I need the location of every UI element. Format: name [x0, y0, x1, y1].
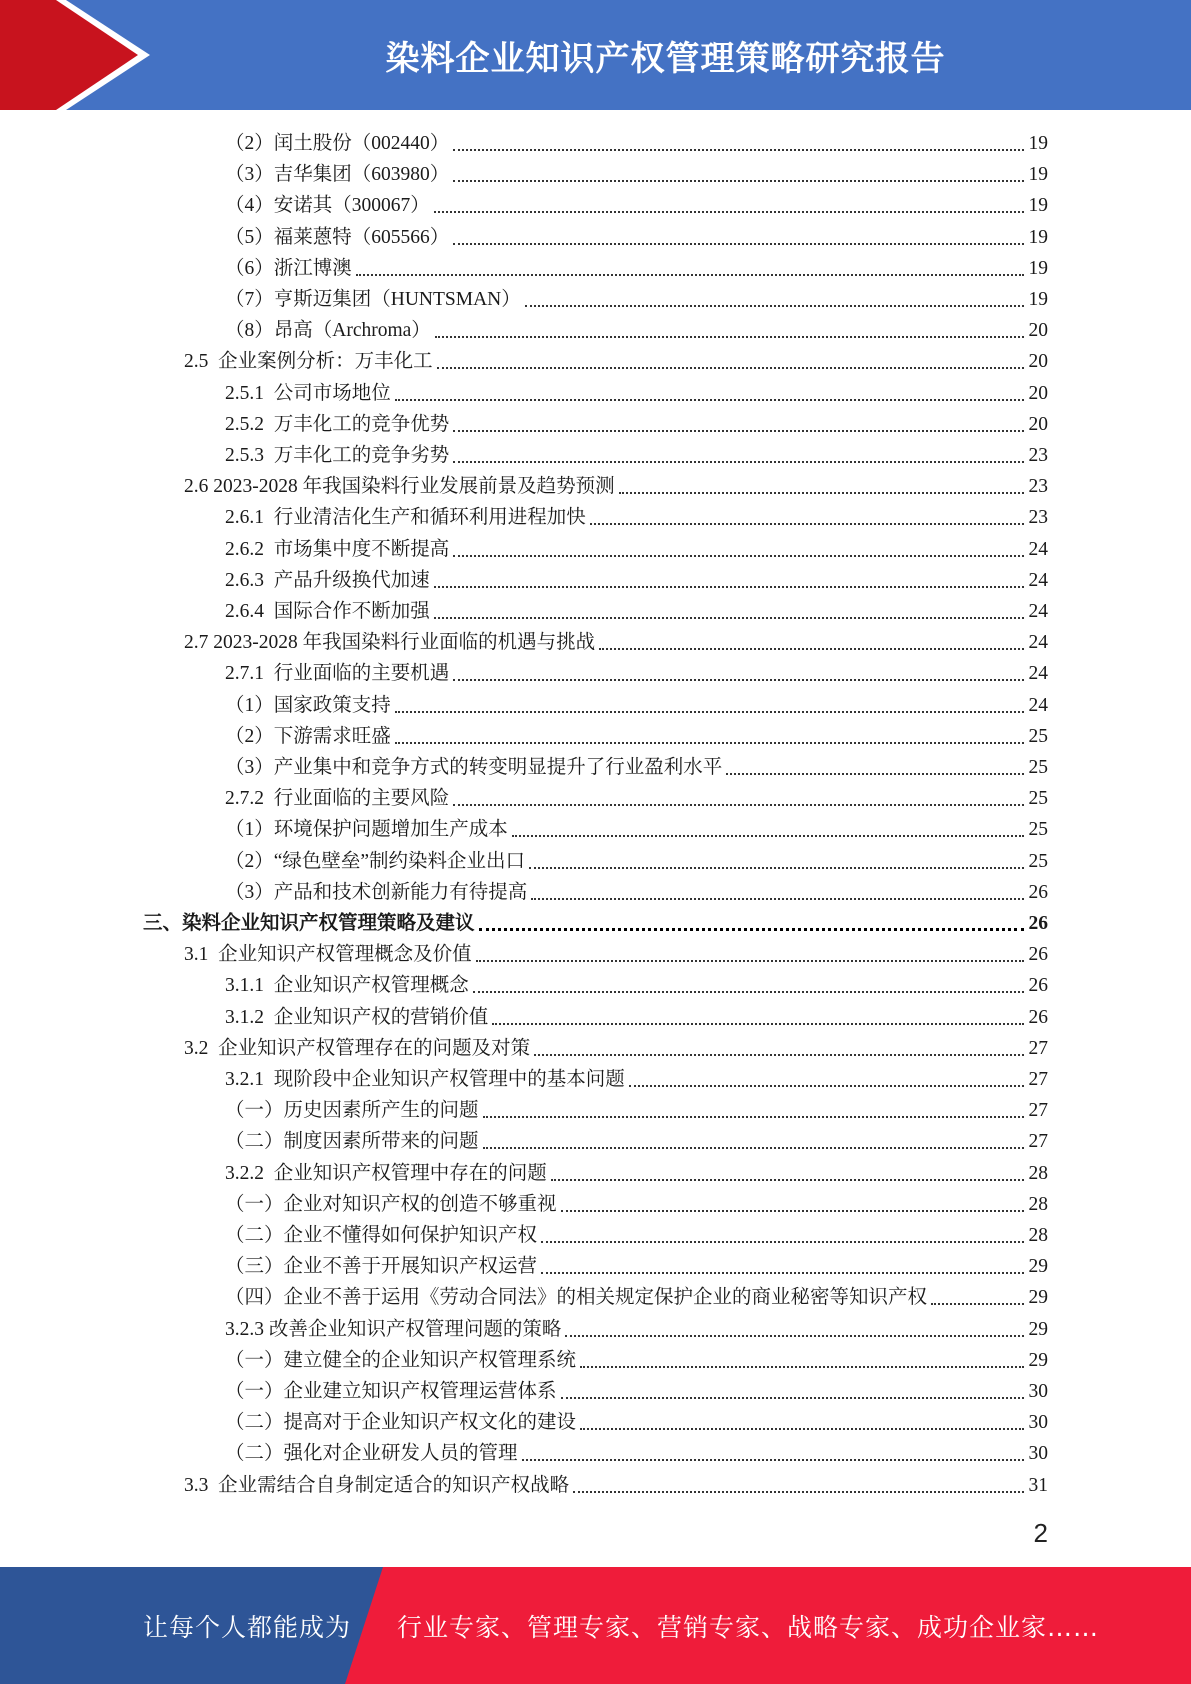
toc-entry-title: 2.6.1 行业清洁化生产和循环利用进程加快 — [225, 507, 586, 529]
toc-entry-title: （三）企业不善于开展知识产权运营 — [225, 1256, 538, 1278]
toc-entry-title: （2）“绿色壁垒”制约染料企业出口 — [225, 850, 526, 872]
toc-dot-leader — [512, 834, 1024, 837]
toc-entry-page: 29 — [1028, 1256, 1048, 1278]
toc-entry-title: 2.5.2 万丰化工的竞争优势 — [225, 413, 450, 435]
toc-dot-leader — [726, 772, 1024, 775]
toc-entry-page: 19 — [1028, 164, 1048, 186]
toc-dot-leader — [931, 1302, 1024, 1305]
toc-entry[interactable] — [225, 877, 1048, 908]
toc-entry-title: 2.7 2023-2028 年我国染料行业面临的机遇与挑战 — [184, 632, 596, 654]
toc-entry[interactable] — [225, 1438, 1048, 1469]
toc-entry-page: 20 — [1028, 320, 1048, 342]
toc-entry-page: 31 — [1028, 1474, 1048, 1496]
toc-entry[interactable] — [225, 1002, 1048, 1033]
toc-dot-leader — [453, 460, 1024, 463]
toc-entry-title: （7）亨斯迈集团（HUNTSMAN） — [225, 289, 521, 310]
toc-entry[interactable] — [225, 222, 1048, 253]
toc-entry-page: 28 — [1028, 1225, 1048, 1246]
toc-dot-leader — [453, 242, 1024, 245]
toc-entry[interactable] — [184, 1033, 1048, 1064]
toc-entry-page: 26 — [1028, 913, 1048, 934]
toc-entry-page: 27 — [1028, 1037, 1048, 1059]
footer-slogan-left: 让每个人都能成为 — [143, 1612, 352, 1642]
toc-dot-leader — [599, 647, 1024, 650]
toc-dot-leader — [522, 1458, 1024, 1461]
toc-entry-title: （8）昂高（Archroma） — [225, 320, 431, 342]
toc-entry-page: 19 — [1028, 226, 1048, 248]
toc-dot-leader — [580, 1427, 1024, 1430]
toc-entry[interactable] — [225, 1407, 1048, 1438]
toc-entry-title: （1）国家政策支持 — [225, 694, 391, 716]
toc-entry-page: 24 — [1028, 538, 1048, 560]
toc-entry-page: 30 — [1028, 1443, 1048, 1465]
toc-dot-leader — [473, 990, 1024, 993]
toc-entry-page: 29 — [1028, 1349, 1048, 1371]
toc-entry[interactable] — [225, 190, 1048, 221]
toc-dot-leader — [565, 1334, 1024, 1337]
toc-entry-page: 25 — [1028, 725, 1048, 747]
toc-entry-page: 26 — [1028, 1006, 1048, 1028]
toc-dot-leader — [619, 491, 1024, 494]
toc-dot-leader — [534, 1053, 1024, 1056]
toc-entry-title: （二）制度因素所带来的问题 — [225, 1131, 479, 1153]
toc-entry[interactable] — [225, 440, 1048, 471]
toc-entry-page: 23 — [1028, 507, 1048, 529]
toc-entry-title: （1）环境保护问题增加生产成本 — [225, 819, 508, 841]
toc-entry[interactable] — [225, 1126, 1048, 1157]
toc-entry-page: 27 — [1028, 1131, 1048, 1153]
toc-dot-leader — [541, 1240, 1024, 1243]
toc-entry-title: （2）下游需求旺盛 — [225, 725, 391, 747]
toc-entry-title: 3.1 企业知识产权管理概念及价值 — [184, 944, 472, 966]
toc-entry-page: 25 — [1028, 850, 1048, 872]
toc-entry-title: 2.7.2 行业面临的主要风险 — [225, 788, 450, 810]
toc-entry-title: 三、染料企业知识产权管理策略及建议 — [143, 913, 475, 934]
toc-entry-page: 30 — [1028, 1381, 1048, 1402]
toc-entry[interactable] — [225, 565, 1048, 596]
toc-dot-leader — [580, 1365, 1024, 1368]
toc-entry-page: 25 — [1028, 819, 1048, 841]
toc-dot-leader — [437, 366, 1024, 369]
toc-entry-page: 23 — [1028, 445, 1048, 466]
toc-entry[interactable] — [184, 939, 1048, 970]
toc-entry-page: 20 — [1028, 351, 1048, 373]
toc-entry-title: （二）企业不懂得如何保护知识产权 — [225, 1225, 538, 1246]
toc-entry-title: 3.2.3 改善企业知识产权管理问题的策略 — [225, 1318, 562, 1340]
toc-entry[interactable] — [225, 1345, 1048, 1376]
toc-entry-title: （2）闰土股份（002440） — [225, 133, 450, 154]
toc-entry-title: 2.7.1 行业面临的主要机遇 — [225, 663, 450, 685]
toc-entry-page: 20 — [1028, 382, 1048, 404]
toc-dot-leader — [479, 927, 1024, 931]
toc-entry[interactable] — [184, 1470, 1048, 1501]
toc-entry-page: 26 — [1028, 975, 1048, 997]
toc-dot-leader — [561, 1396, 1024, 1399]
toc-entry[interactable] — [225, 752, 1048, 783]
toc-dot-leader — [483, 1115, 1024, 1118]
toc-dot-leader — [434, 585, 1024, 588]
toc-entry-page: 27 — [1028, 1069, 1048, 1090]
toc-entry[interactable] — [225, 315, 1048, 346]
toc-entry-title: （4）安诺其（300067） — [225, 195, 430, 217]
toc-entry[interactable] — [225, 846, 1048, 877]
toc-entry[interactable] — [225, 1282, 1048, 1313]
toc-entry-title: （5）福莱蒽特（605566） — [225, 226, 450, 248]
toc-entry-page: 24 — [1028, 663, 1048, 685]
toc-entry-title: （四）企业不善于运用《劳动合同法》的相关规定保护企业的商业秘密等知识产权 — [225, 1287, 928, 1309]
toc-entry[interactable] — [225, 1095, 1048, 1126]
toc-entry-title: （6）浙江博澳 — [225, 257, 352, 279]
toc-entry-page: 20 — [1028, 413, 1048, 435]
toc-entry-page: 27 — [1028, 1100, 1048, 1122]
toc-entry-page: 24 — [1028, 601, 1048, 622]
toc-entry-page: 24 — [1028, 569, 1048, 591]
toc-dot-leader — [561, 1209, 1024, 1212]
toc-entry-title: （3）产业集中和竞争方式的转变明显提升了行业盈利水平 — [225, 757, 723, 778]
toc-entry[interactable] — [225, 1251, 1048, 1282]
toc-entry-page: 19 — [1028, 289, 1048, 310]
toc-entry[interactable] — [225, 1189, 1048, 1220]
toc-dot-leader — [395, 398, 1024, 401]
toc-dot-leader — [434, 210, 1024, 213]
chevron-arrow-icon — [0, 0, 160, 110]
toc-entry-title: （3）产品和技术创新能力有待提高 — [225, 881, 528, 903]
toc-entry-title: 2.6 2023-2028 年我国染料行业发展前景及趋势预测 — [184, 476, 615, 498]
toc-entry-title: 3.3 企业需结合自身制定适合的知识产权战略 — [184, 1474, 570, 1496]
toc-entry[interactable] — [184, 627, 1048, 658]
report-title: 染料企业知识产权管理策略研究报告 — [385, 38, 946, 79]
toc-entry[interactable] — [225, 721, 1048, 752]
toc-dot-leader — [453, 148, 1024, 151]
toc-dot-leader — [531, 897, 1024, 900]
toc-entry-title: （一）历史因素所产生的问题 — [225, 1100, 479, 1122]
toc-entry[interactable] — [225, 596, 1048, 627]
toc-entry-title: 3.2 企业知识产权管理存在的问题及对策 — [184, 1037, 531, 1059]
toc-entry-title: 3.1.2 企业知识产权的营销价值 — [225, 1006, 489, 1028]
toc-dot-leader — [529, 866, 1024, 869]
toc-entry-page: 29 — [1028, 1318, 1048, 1340]
page-header — [0, 0, 1191, 110]
toc-dot-leader — [453, 179, 1024, 182]
toc-entry-page: 19 — [1028, 133, 1048, 154]
toc-entry-title: 2.5.1 公司市场地位 — [225, 382, 391, 404]
toc-dot-leader — [541, 1271, 1024, 1274]
toc-dot-leader — [435, 335, 1024, 338]
toc-entry[interactable] — [225, 284, 1048, 315]
toc-dot-leader — [395, 741, 1024, 744]
toc-entry-page: 25 — [1028, 757, 1048, 778]
footer-slogan-right: 行业专家、管理专家、营销专家、战略专家、成功企业家…… — [397, 1612, 1100, 1642]
toc-entry[interactable] — [225, 159, 1048, 190]
toc-entry-title: 2.6.4 国际合作不断加强 — [225, 601, 430, 622]
toc-entry-title: 2.6.2 市场集中度不断提高 — [225, 538, 450, 560]
toc-dot-leader — [356, 273, 1024, 276]
toc-entry[interactable] — [225, 502, 1048, 533]
toc-entry[interactable] — [225, 690, 1048, 721]
toc-entry-page: 24 — [1028, 632, 1048, 654]
toc-entry-page: 29 — [1028, 1287, 1048, 1309]
toc-entry-title: （二）提高对于企业知识产权文化的建设 — [225, 1412, 577, 1434]
toc-entry[interactable] — [225, 1064, 1048, 1095]
toc-entry-title: （一）建立健全的企业知识产权管理系统 — [225, 1349, 577, 1371]
toc-entry[interactable] — [225, 128, 1048, 159]
toc-entry[interactable] — [225, 409, 1048, 440]
toc-entry-page: 24 — [1028, 694, 1048, 716]
toc-entry[interactable] — [225, 814, 1048, 845]
toc-entry-page: 19 — [1028, 195, 1048, 217]
toc-dot-leader — [453, 678, 1024, 681]
toc-entry-title: （一）企业建立知识产权管理运营体系 — [225, 1381, 557, 1402]
toc-entry-title: 2.5 企业案例分析：万丰化工 — [184, 351, 433, 373]
toc-dot-leader — [395, 710, 1024, 713]
toc-entry[interactable] — [225, 1158, 1048, 1189]
toc-dot-leader — [590, 522, 1024, 525]
toc-entry[interactable] — [184, 346, 1048, 377]
toc-entry-page: 28 — [1028, 1193, 1048, 1215]
toc-entry[interactable] — [225, 1376, 1048, 1407]
toc-entry-title: （3）吉华集团（603980） — [225, 164, 450, 186]
toc-dot-leader — [483, 1146, 1024, 1149]
toc-dot-leader — [573, 1490, 1024, 1493]
toc-dot-leader — [492, 1022, 1024, 1025]
page-number: 2 — [1033, 1518, 1048, 1548]
toc-dot-leader — [453, 803, 1024, 806]
toc-entry-title: 3.1.1 企业知识产权管理概念 — [225, 975, 469, 997]
toc-entry-title: （一）企业对知识产权的创造不够重视 — [225, 1193, 557, 1215]
toc-entry-page: 26 — [1028, 944, 1048, 966]
toc-dot-leader — [525, 304, 1024, 307]
page-footer — [0, 1567, 1191, 1684]
toc-entry[interactable] — [143, 908, 1048, 939]
toc-dot-leader — [476, 959, 1024, 962]
toc-entry[interactable] — [184, 471, 1048, 502]
toc-entry[interactable] — [225, 253, 1048, 284]
toc-entry-title: 2.5.3 万丰化工的竞争劣势 — [225, 445, 450, 466]
toc-dot-leader — [453, 554, 1024, 557]
toc-entry[interactable] — [225, 783, 1048, 814]
toc-entry-page: 26 — [1028, 881, 1048, 903]
toc-dot-leader — [453, 429, 1024, 432]
toc-entry[interactable] — [225, 970, 1048, 1001]
toc-entry-page: 28 — [1028, 1162, 1048, 1184]
toc-entry-page: 19 — [1028, 257, 1048, 279]
toc-entry-title: 2.6.3 产品升级换代加速 — [225, 569, 430, 591]
toc-entry-page: 23 — [1028, 476, 1048, 498]
toc-entry-title: 3.2.2 企业知识产权管理中存在的问题 — [225, 1162, 547, 1184]
toc-entry-title: （二）强化对企业研发人员的管理 — [225, 1443, 518, 1465]
toc-entry[interactable] — [225, 378, 1048, 409]
toc-entry[interactable] — [225, 658, 1048, 689]
toc-entry[interactable] — [225, 534, 1048, 565]
toc-entry[interactable] — [225, 1220, 1048, 1251]
toc-entry[interactable] — [225, 1314, 1048, 1345]
toc-dot-leader — [551, 1178, 1024, 1181]
toc-entry-page: 25 — [1028, 788, 1048, 810]
toc-dot-leader — [434, 616, 1024, 619]
toc-entry-title: 3.2.1 现阶段中企业知识产权管理中的基本问题 — [225, 1069, 625, 1090]
toc-dot-leader — [629, 1084, 1024, 1087]
toc-entry-page: 30 — [1028, 1412, 1048, 1434]
